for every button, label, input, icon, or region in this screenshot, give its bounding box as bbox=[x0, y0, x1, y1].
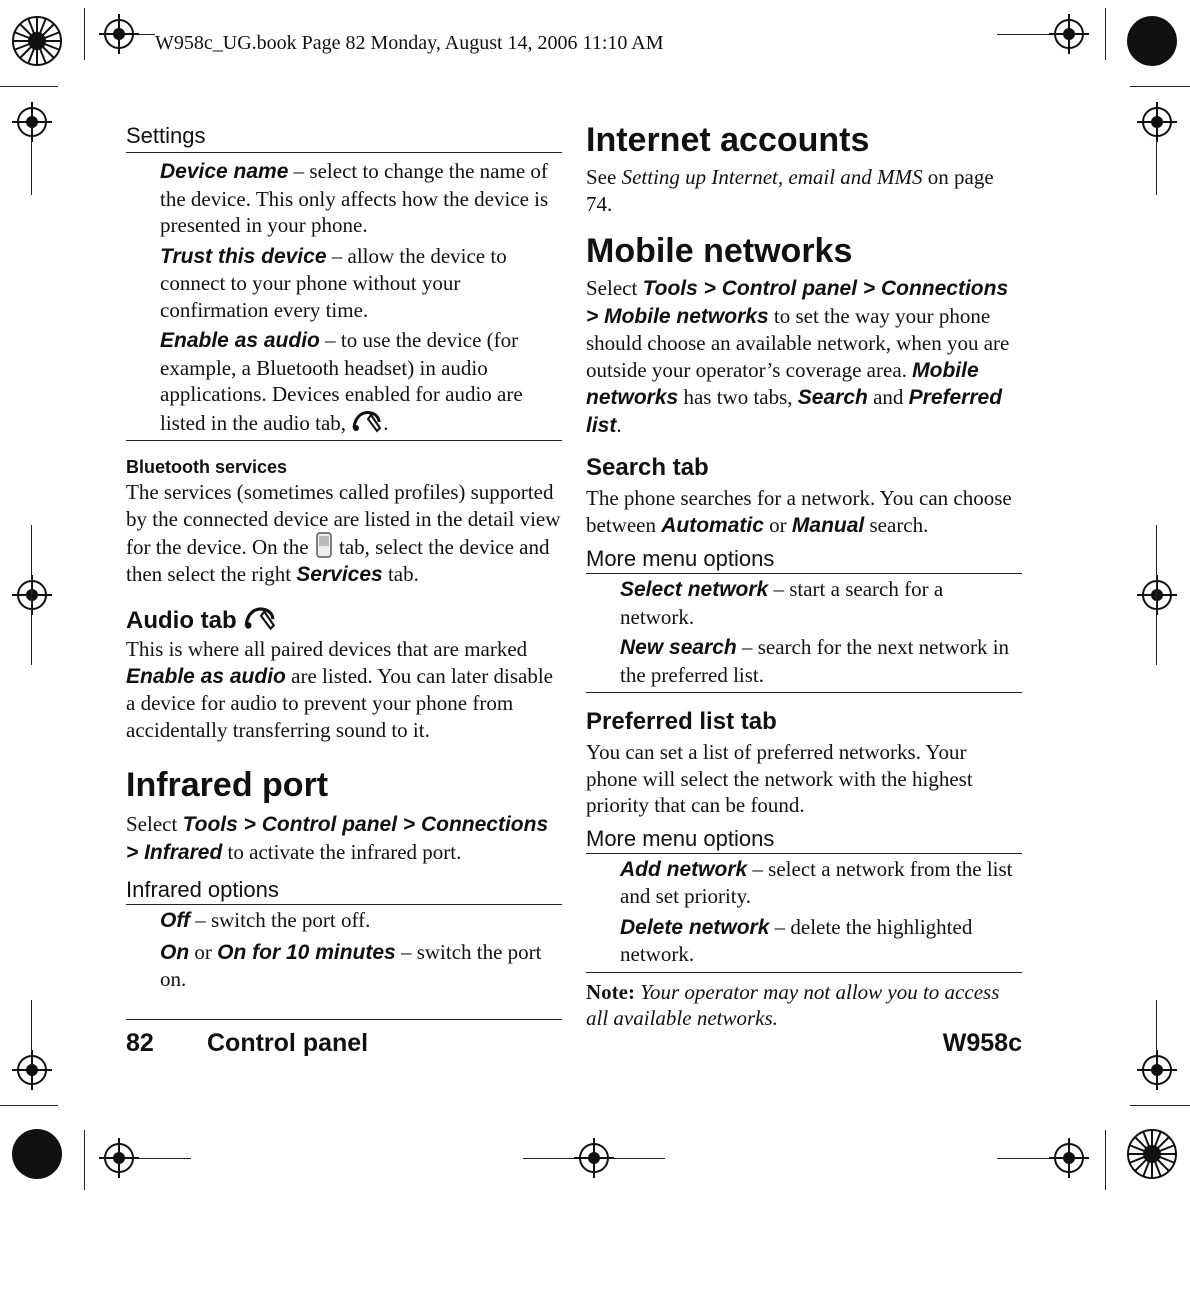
registration-mark-icon bbox=[12, 102, 52, 142]
crop-line bbox=[31, 1000, 32, 1052]
preferred-option-list bbox=[586, 856, 1022, 968]
crop-line bbox=[997, 1158, 1049, 1159]
crop-line bbox=[1156, 1000, 1157, 1052]
running-head: Settings bbox=[126, 120, 562, 153]
crop-line bbox=[614, 1158, 665, 1159]
registration-mark-icon bbox=[1137, 575, 1177, 615]
crop-line bbox=[1130, 1105, 1190, 1106]
crop-line bbox=[1156, 140, 1157, 195]
right-column bbox=[586, 120, 1022, 1032]
search-option-list bbox=[586, 576, 1022, 688]
internet-accounts-heading: Internet accounts bbox=[586, 121, 870, 159]
registration-mark-icon bbox=[1049, 14, 1089, 54]
crop-line bbox=[31, 525, 32, 665]
crop-line bbox=[31, 140, 32, 195]
infrared-select-text: Select Tools > Control panel > Connections > Infrared to activate the infrared port. bbox=[126, 812, 549, 864]
internet-accounts-text: See Setting up Internet, email and MMS on page 74. bbox=[586, 165, 994, 216]
crop-line bbox=[0, 1105, 58, 1106]
note: Note: Your operator may not allow you to access all available networks. bbox=[586, 979, 1000, 1030]
registration-mark-icon bbox=[99, 14, 139, 54]
left-column bbox=[126, 120, 562, 993]
corner-starburst-icon bbox=[11, 15, 63, 67]
crop-line bbox=[1130, 86, 1190, 87]
registration-mark-icon bbox=[1049, 1138, 1089, 1178]
search-tab-heading: Search tab bbox=[586, 454, 709, 481]
option-trust-device: Trust this device – allow the device to connect to your phone without your confirmation every time. bbox=[160, 243, 507, 322]
phone-icon bbox=[314, 532, 334, 558]
infrared-port-heading: Infrared port bbox=[126, 766, 329, 804]
more-menu-options-heading: More menu options bbox=[586, 545, 1022, 574]
registration-mark-icon bbox=[12, 1050, 52, 1090]
section-title: Control panel bbox=[207, 1029, 369, 1057]
mobile-networks-heading: Mobile networks bbox=[586, 232, 853, 270]
audio-tab-text: This is where all paired devices that are marked Enable as audio are listed. You can later disable a device for audio to prevent your phone from accidentally transferring sound to it. bbox=[126, 637, 553, 742]
model-name: W958c bbox=[942, 1029, 1022, 1057]
preferred-list-text: You can set a list of preferred networks. Your phone will select the network with the highest priority that can be found. bbox=[586, 740, 973, 817]
option-off: Off – switch the port off. bbox=[160, 908, 371, 932]
bluetooth-services-heading: Bluetooth services bbox=[126, 457, 288, 477]
headset-icon bbox=[243, 604, 277, 632]
settings-option-list bbox=[126, 158, 562, 436]
option-enable-audio: Enable as audio – to use the device (for example, a Bluetooth headset) in audio applications. Devices enabled for audio are listed in the audio tab, . bbox=[160, 328, 523, 435]
crop-line bbox=[84, 1130, 85, 1190]
page-number: 82 bbox=[126, 1029, 154, 1057]
registration-mark-icon bbox=[1137, 1050, 1177, 1090]
corner-starburst-icon bbox=[1126, 1128, 1178, 1180]
divider bbox=[586, 972, 1022, 973]
option-on: On or On for 10 minutes – switch the port on. bbox=[160, 939, 542, 991]
crop-line bbox=[84, 8, 85, 60]
print-header: W958c_UG.book Page 82 Monday, August 14, 2006 11:10 AM bbox=[155, 32, 664, 54]
option-new-search: New search – search for the next network in the preferred list. bbox=[620, 635, 1010, 687]
option-delete-network: Delete network – delete the highlighted network. bbox=[620, 914, 973, 966]
infrared-options-heading: Infrared options bbox=[126, 876, 562, 905]
crop-line bbox=[139, 1158, 191, 1159]
crop-line bbox=[1156, 525, 1157, 665]
option-add-network: Add network – select a network from the list and set priority. bbox=[620, 856, 1013, 908]
headset-icon bbox=[351, 408, 383, 434]
crop-line bbox=[0, 86, 58, 87]
option-select-network: Select network – start a search for a network. bbox=[620, 577, 944, 629]
crop-line bbox=[1105, 1130, 1106, 1190]
search-tab-text: The phone searches for a network. You can choose between Automatic or Manual search. bbox=[586, 486, 1012, 537]
corner-dot-icon bbox=[11, 1128, 63, 1180]
divider bbox=[126, 1019, 562, 1020]
registration-mark-icon bbox=[1137, 102, 1177, 142]
preferred-list-tab-heading: Preferred list tab bbox=[586, 708, 777, 735]
corner-dot-icon bbox=[1126, 15, 1178, 67]
registration-mark-icon bbox=[12, 575, 52, 615]
crop-line bbox=[139, 34, 155, 35]
crop-line bbox=[997, 34, 1049, 35]
crop-line bbox=[523, 1158, 574, 1159]
audio-tab-heading: Audio tab bbox=[126, 604, 562, 636]
infrared-option-list bbox=[126, 907, 562, 993]
option-device-name: Device name – select to change the name of the device. This only affects how the device is presented in your phone. bbox=[160, 159, 549, 237]
divider bbox=[586, 692, 1022, 693]
divider bbox=[126, 440, 562, 441]
registration-mark-icon bbox=[574, 1138, 614, 1178]
crop-line bbox=[1105, 8, 1106, 60]
registration-mark-icon bbox=[99, 1138, 139, 1178]
bluetooth-services-text: The services (sometimes called profiles) supported by the connected device are listed in the detail view for the device. On the tab, select the device and then select the right Services tab. bbox=[126, 480, 561, 586]
more-menu-options-heading: More menu options bbox=[586, 825, 1022, 854]
mobile-networks-text: Select Tools > Control panel > Connections > Mobile networks to set the way your phone should choose an available network, when you are outside your operator’s coverage area. Mobile networks has two tabs, Search and Preferred list. bbox=[586, 276, 1010, 437]
